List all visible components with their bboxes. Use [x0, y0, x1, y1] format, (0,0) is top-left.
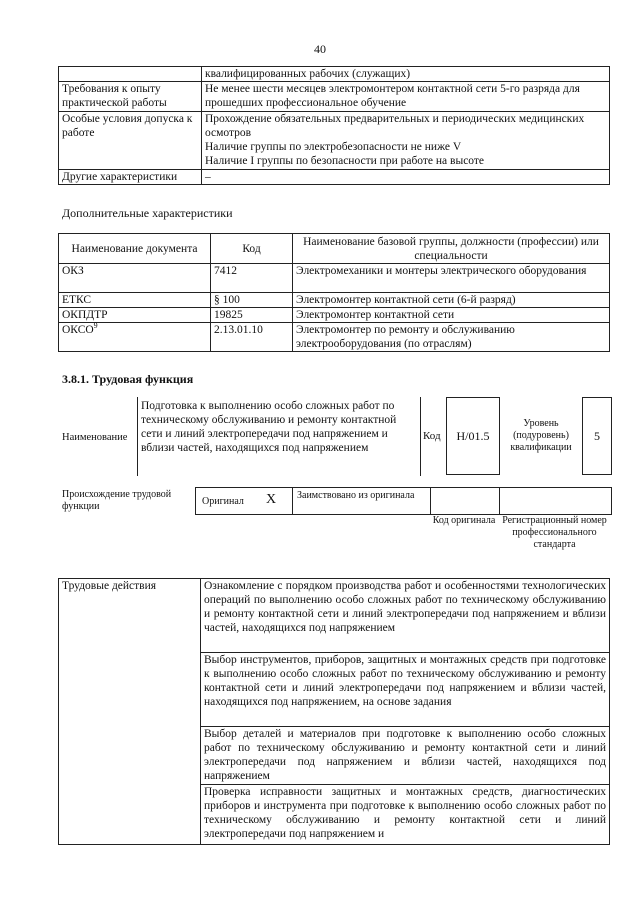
- code-label: Код: [423, 430, 441, 442]
- function-name: Подготовка к выполнению особо сложных работ по техническому обслуживанию и ремонту контактной сети и линий электропередачи под напряжением и вблизи частей, находящихся под напряжением: [137, 397, 421, 476]
- row-3-doc: [59, 323, 211, 352]
- req-value-2-line-0: Прохождение обязательных предварительных и периодических медицинских осмотров: [205, 113, 585, 139]
- name-label: Наименование: [62, 432, 128, 443]
- row-1-doc: ЕТКС: [59, 293, 211, 308]
- level-label: Уровень (подуровень) квалификации: [510, 418, 572, 453]
- row-0-name: Электромеханики и монтеры электрического оборудования: [293, 264, 610, 293]
- actions-label: Трудовые действия: [59, 579, 201, 845]
- action-item-2: Выбор деталей и материалов при подготовке к выполнению особо сложных работ по техническому обслуживанию и ремонту контактной сети и линий электропередачи под напряжением и вблизи частей, находящихся под напряжением: [201, 727, 610, 785]
- row-0-doc: ОКЗ: [59, 264, 211, 293]
- row-1-name: Электромонтер контактной сети (6-й разряд): [293, 293, 610, 308]
- row-3-code: 2.13.01.10: [211, 323, 293, 352]
- row-2-doc: ОКПДТР: [59, 308, 211, 323]
- page-number: 40: [314, 42, 326, 56]
- req-value-2-line-1: Наличие группы по электробезопасности не ниже V: [205, 141, 462, 153]
- section-title: 3.8.1. Трудовая функция: [62, 372, 194, 386]
- req-value-3: –: [202, 170, 610, 185]
- labor-actions-table: [58, 578, 610, 845]
- reg-number-cell: [499, 487, 612, 515]
- req-value-2-line-2: Наличие I группы по безопасности при работе на высоте: [205, 155, 485, 167]
- row-2-name: Электромонтер контактной сети: [293, 308, 610, 323]
- orig-code-cell: [430, 487, 500, 515]
- reg-number-label: Регистрационный номер профессионального стандарта: [502, 515, 607, 550]
- borrowed-label: Заимствовано из оригинала: [297, 490, 415, 501]
- req-label-2: Особые условия допуска к работе: [59, 112, 202, 170]
- original-label: Оригинал: [202, 496, 244, 507]
- req-label-1: Требования к опыту практической работы: [59, 82, 202, 112]
- original-mark: X: [266, 492, 277, 507]
- row-0-code: 7412: [211, 264, 293, 293]
- row-3-doc-text: ОКСО: [62, 324, 94, 336]
- header-code: Код: [211, 234, 293, 264]
- requirements-table: [58, 66, 610, 185]
- borrowed-cell: [292, 487, 431, 515]
- row-2-code: 19825: [211, 308, 293, 323]
- header-name: Наименование базовой группы, должности (профессии) или специальности: [293, 234, 610, 264]
- action-item-0: Ознакомление с порядком производства работ и особенностями технологических операций по выполнению особо сложных работ по техническому обслуживанию и ремонту контактной сети и линий электропередачи под напряжением и вблизи частей, находящихся под напряжением: [201, 579, 610, 653]
- row-3-name: Электромонтер по ремонту и обслуживанию электрооборудования (по отраслям): [293, 323, 610, 352]
- orig-code-label: Код оригинала: [432, 515, 496, 526]
- req-label-0: [59, 67, 202, 82]
- req-label-3: Другие характеристики: [59, 170, 202, 185]
- additional-table: [58, 233, 610, 352]
- row-1-code: § 100: [211, 293, 293, 308]
- additional-title: Дополнительные характеристики: [62, 206, 233, 220]
- footnote-mark: 9: [93, 321, 98, 331]
- function-code: H/01.5: [446, 397, 500, 475]
- level-value: 5: [582, 397, 612, 475]
- origin-label: Происхождение трудовой функции: [62, 489, 172, 512]
- action-item-3: Проверка исправности защитных и монтажных средств, диагностических приборов и инструмента при подготовке к выполнению особо сложных работ по техническому обслуживанию и ремонту контактной сети и линий электропередачи под напряжением и: [201, 785, 610, 845]
- req-value-2: [202, 112, 610, 170]
- original-cell: [195, 487, 293, 515]
- action-item-1: Выбор инструментов, приборов, защитных и монтажных средств при подготовке к выполнению особо сложных работ по техническому обслуживанию и ремонту контактной сети и линий электропередачи под напряжением и вблизи частей, находящихся под напряжением, на основе задания: [201, 653, 610, 727]
- header-doc: Наименование документа: [59, 234, 211, 264]
- req-value-1: Не менее шести месяцев электромонтером контактной сети 5-го разряда для прошедших профессиональное обучение: [202, 82, 610, 112]
- req-value-0: квалифицированных рабочих (служащих): [202, 67, 610, 82]
